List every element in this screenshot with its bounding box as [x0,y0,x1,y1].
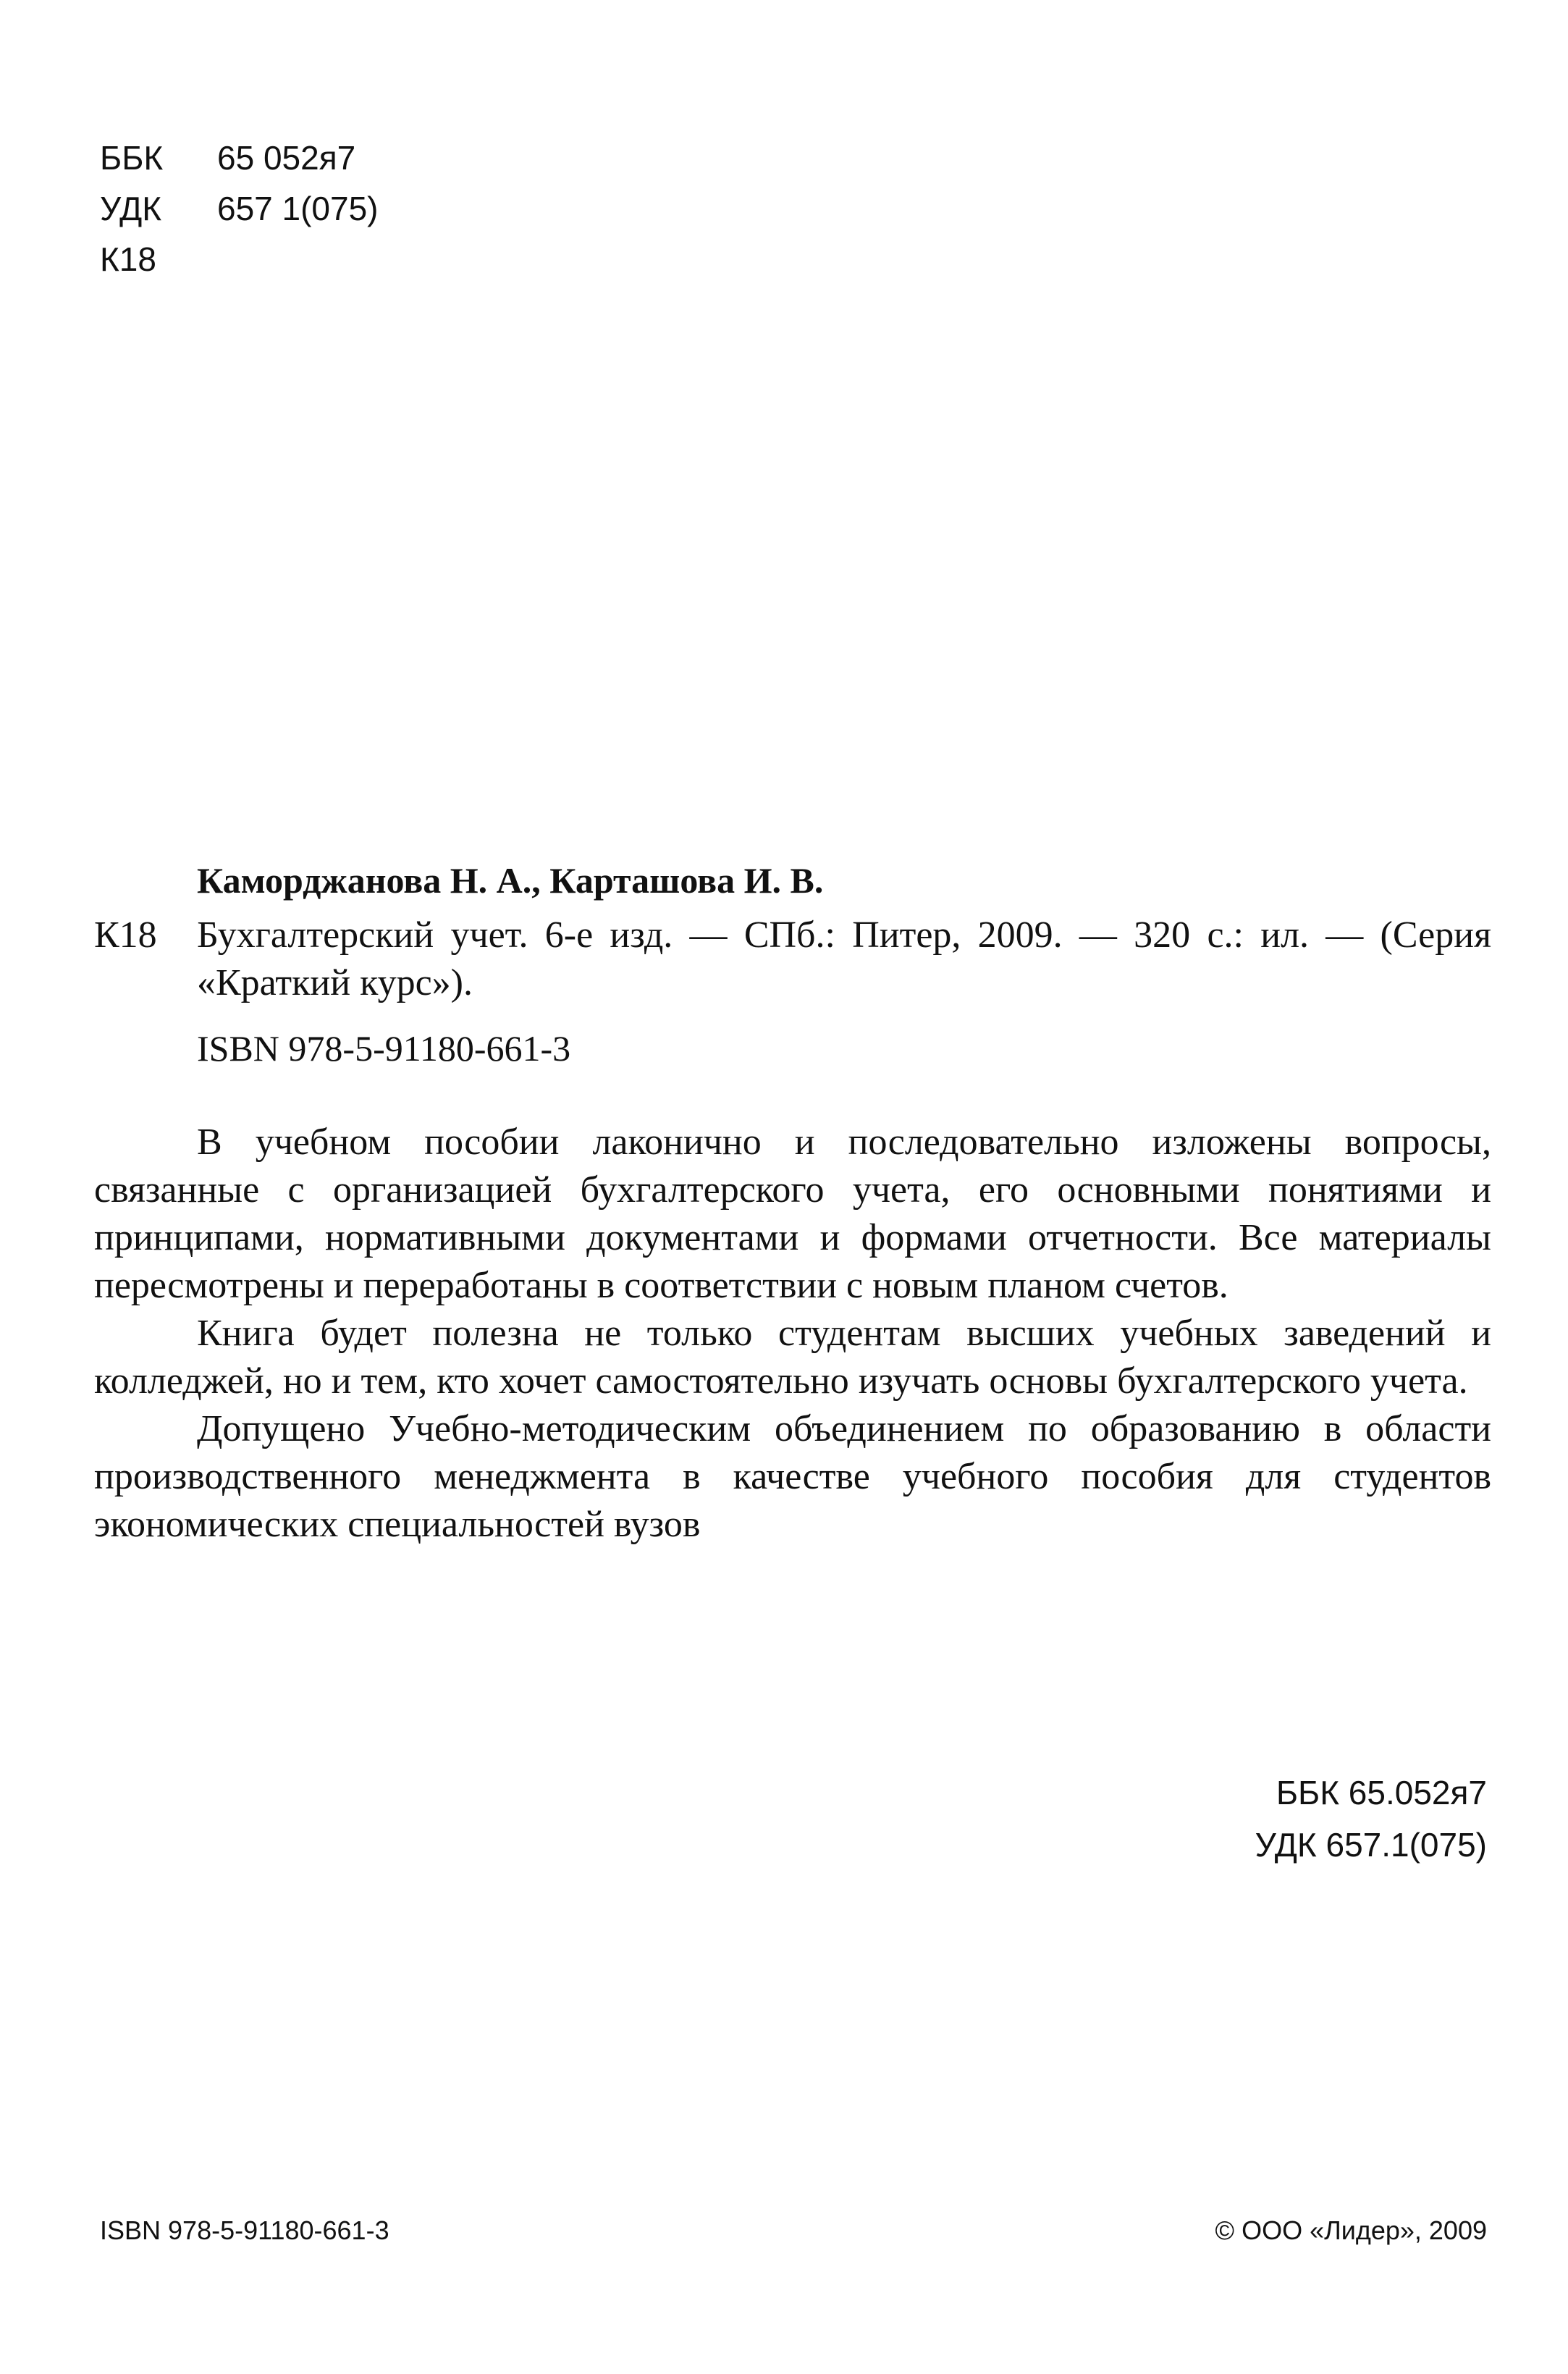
udk-value: 657 1(075) [217,190,379,227]
author-mark-row [100,234,379,285]
footer-copyright: © ООО «Лидер», 2009 [1215,2215,1487,2245]
classification-block-top [100,132,379,285]
annotation [94,1119,1491,1549]
annotation-paragraph-1: В учебном пособии лаконично и последовательно изложены вопросы, связанные с организацией бухгалтерского учета, его основными понятиями и принципами, нормативными документами и формами отчетности. Все материалы пересмотрены и переработаны в соответствии с новым планом счетов. [94,1121,1491,1306]
bottom-bbk: ББК 65.052я7 [1276,1774,1487,1811]
record-entry [94,912,1491,1007]
annotation-paragraph-3: Допущено Учебно-методическим объединением по образованию в области производственного менеджмента в качестве учебного пособия для студентов экономических специальностей вузов [94,1408,1491,1545]
author-mark: К18 [100,240,156,278]
bottom-udk: УДК 657.1(075) [1255,1826,1487,1864]
bbk-value: 65 052я7 [217,139,356,177]
bibliographic-record [94,858,1491,1549]
footer-isbn: ISBN 978-5-91180-661-3 [100,2215,389,2245]
classification-block-bottom [1255,1767,1487,1871]
udk-row [100,183,379,234]
bbk-label: ББК [100,139,164,177]
udk-label: УДК [100,190,162,227]
record-isbn: ISBN 978-5-91180-661-3 [197,1028,571,1069]
authors: Каморджанова Н. А., Карташова И. В. [197,860,824,901]
record-description: Бухгалтерский учет. 6-е изд. — СПб.: Питер, 2009. — 320 с.: ил. — (Серия «Краткий курс»). [197,914,1491,1003]
record-mark: К18 [94,914,157,956]
annotation-paragraph-2: Книга будет полезна не только студентам высших учебных заведений и колледжей, но и тем, кто хочет самостоятельно изучать основы бухгалтерского учета. [94,1313,1491,1402]
bbk-row [100,132,379,183]
